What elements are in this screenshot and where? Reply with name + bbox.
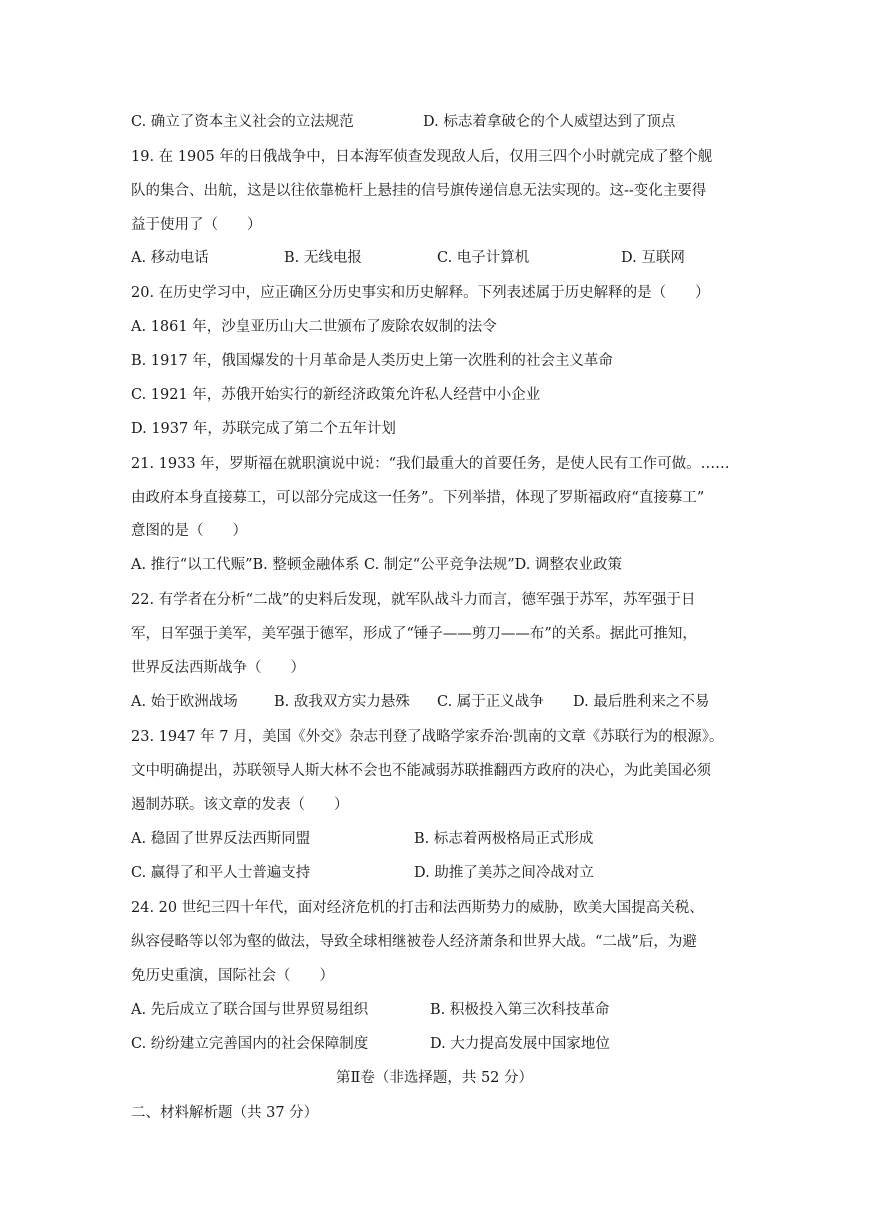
q22-option-c: C. 属于正义战争 [437, 694, 544, 710]
q20-option-a: A. 1861 年，沙皇亚历山大二世颁布了废除农奴制的法令 [131, 319, 497, 335]
q21-stem-line1: 21. 1933 年，罗斯福在就职演说中说：“我们最重大的首要任务，是使人民有工作可做。…… [131, 456, 730, 472]
q24-option-d: D. 大力提高发展中国家地位 [430, 1036, 610, 1052]
q24-stem-line1: 24. 20 世纪三四十年代，面对经济危机的打击和法西斯势力的威胁，欧美大国提高关税、 [131, 900, 704, 916]
q21-stem-line3: 意图的是（ ） [131, 523, 247, 539]
q20-option-c: C. 1921 年，苏俄开始实行的新经济政策允许私人经营中小企业 [131, 387, 541, 403]
q21-options: A. 推行“以工代赈”B. 整顿金融体系 C. 制定“公平竞争法规”D. 调整农业政策 [131, 557, 622, 573]
q23-option-c: C. 赢得了和平人士普遍支持 [131, 865, 311, 881]
q22-option-a: A. 始于欧洲战场 [131, 694, 238, 710]
q24-stem-line2: 纵容侵略等以邻为壑的做法，导致全球相继被卷人经济萧条和世界大战。“二战”后，为避 [131, 934, 697, 950]
q23-stem-line2: 文中明确提出，苏联领导人斯大林不会也不能减弱苏联推翻西方政府的决心，为此美国必须 [131, 763, 711, 779]
q19-stem-line2: 队的集合、出航，这是以往依靠桅杆上悬挂的信号旗传递信息无法实现的。这--变化主要得 [131, 183, 707, 199]
q20-option-d: D. 1937 年，苏联完成了第二个五年计划 [131, 421, 396, 437]
q19-option-d: D. 互联网 [621, 250, 685, 266]
q22-option-d: D. 最后胜利来之不易 [573, 694, 710, 710]
q20-stem: 20. 在历史学习中，应正确区分历史事实和历史解释。下列表述属于历史解释的是（ ） [131, 285, 710, 301]
q24-option-a: A. 先后成立了联合国与世界贸易组织 [131, 1002, 369, 1018]
q23-stem-line3: 遏制苏联。该文章的发表（ ） [131, 797, 349, 813]
q21-stem-line2: 由政府本身直接募工，可以部分完成这一任务”。下列举措，体现了罗斯福政府“直接募工” [131, 490, 705, 506]
q18-option-d: D. 标志着拿破仑的个人威望达到了顶点 [423, 114, 676, 130]
q20-option-b: B. 1917 年，俄国爆发的十月革命是人类历史上第一次胜利的社会主义革命 [131, 353, 613, 369]
q22-option-b: B. 敌我双方实力悬殊 [274, 694, 410, 710]
q19-stem-line3: 益于使用了（ ） [131, 217, 262, 233]
q22-stem-line2: 军，日军强于美军，美军强于德军，形成了“锤子——剪刀——布”的关系。据此可推知， [131, 626, 697, 642]
q23-option-d: D. 助推了美苏之间冷战对立 [414, 865, 594, 881]
q23-option-b: B. 标志着两极格局正式形成 [414, 831, 594, 847]
q22-stem-line1: 22. 有学者在分析“二战”的史料后发现，就军队战斗力而言，德军强于苏军，苏军强于日 [131, 592, 696, 608]
q18-option-c: C. 确立了资本主义社会的立法规范 [131, 114, 354, 130]
q19-option-b: B. 无线电报 [284, 250, 362, 266]
q22-stem-line3: 世界反法西斯战争（ ） [131, 660, 305, 676]
q19-option-a: A. 移动电话 [131, 250, 209, 266]
part2-heading: 二、材料解析题（共 37 分） [131, 1105, 319, 1121]
q23-option-a: A. 稳固了世界反法西斯同盟 [131, 831, 311, 847]
q23-stem-line1: 23. 1947 年 7 月，美国《外交》杂志刊登了战略学家乔治·凯南的文章《苏联行为的根源》。 [131, 729, 724, 745]
q19-stem-line1: 19. 在 1905 年的日俄战争中，日本海军侦查发现敌人后，仅用三四个小时就完成了整个舰 [131, 149, 713, 165]
q24-stem-line3: 免历史重演，国际社会（ ） [131, 968, 334, 984]
q24-option-b: B. 积极投入第三次科技革命 [430, 1002, 610, 1018]
q24-option-c: C. 纷纷建立完善国内的社会保障制度 [131, 1036, 369, 1052]
part2-title: 第Ⅱ卷（非选择题，共 52 分） [335, 1070, 534, 1086]
q19-option-c: C. 电子计算机 [437, 250, 530, 266]
